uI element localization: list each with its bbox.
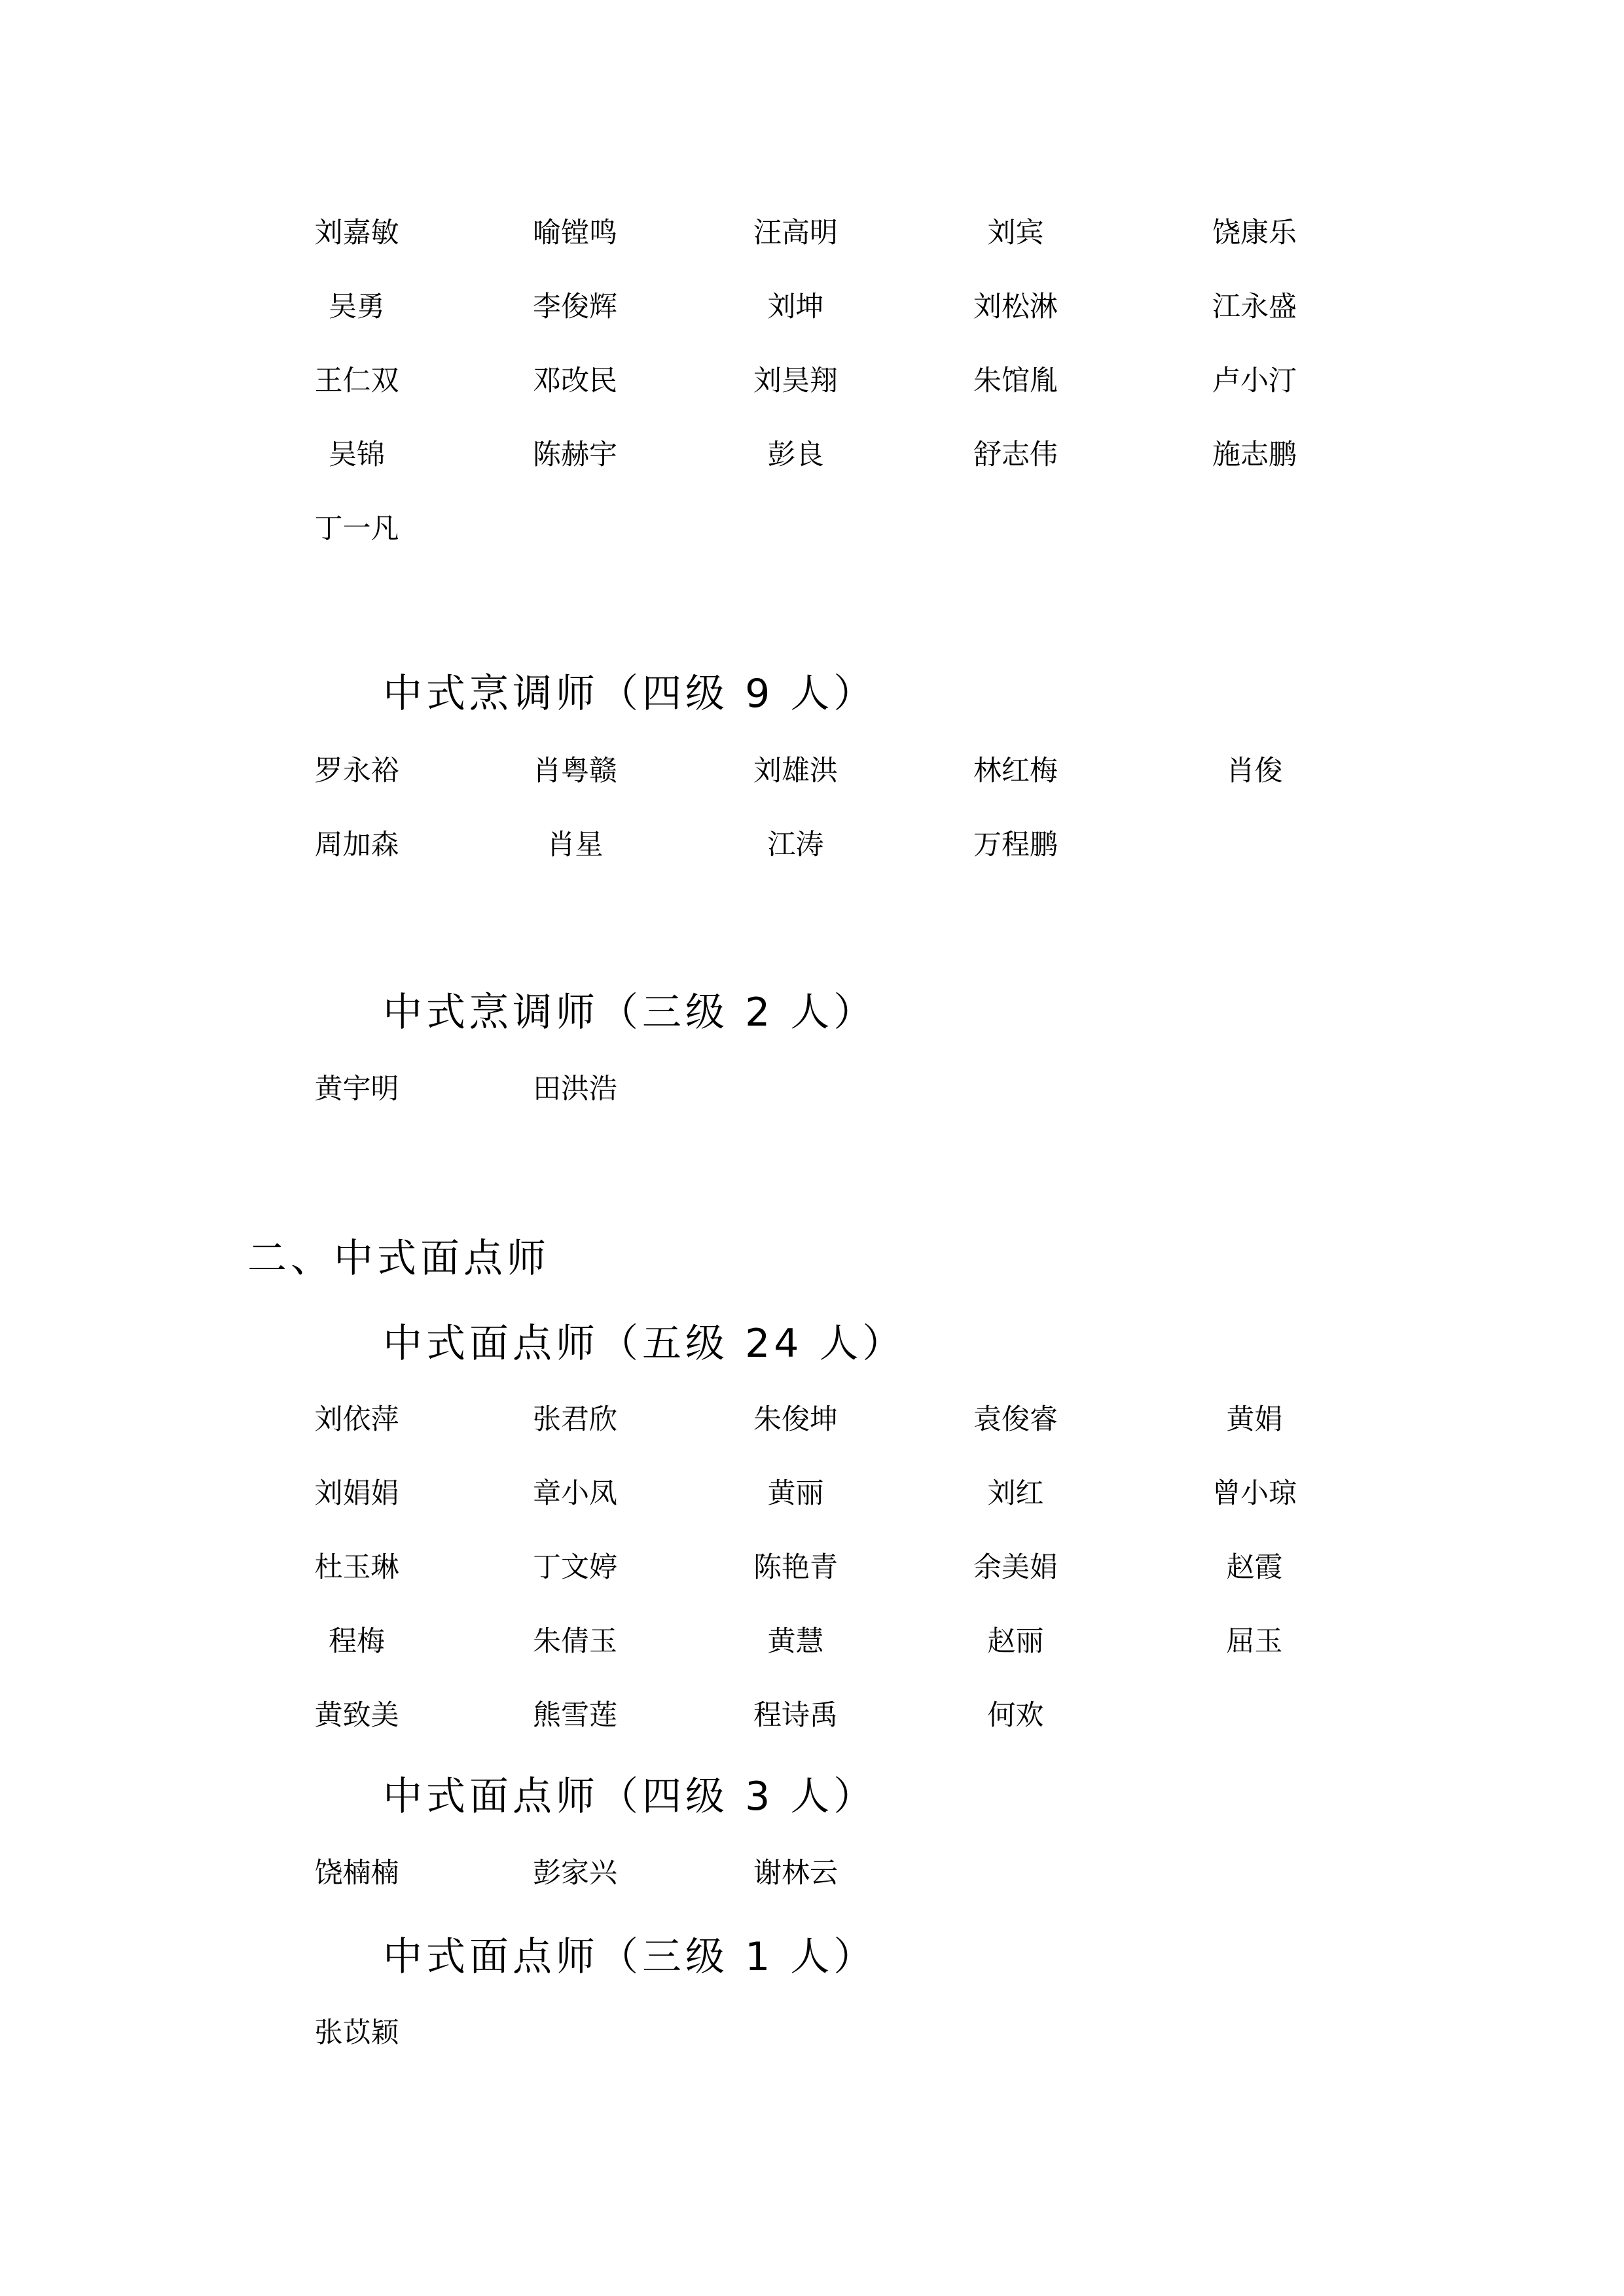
heading-pastry-level-4: 中式面点师（四级 3 人） — [383, 1774, 877, 1820]
name-item: 赵丽 — [987, 1625, 1044, 1658]
name-item: 肖星 — [547, 829, 604, 861]
name-item: 施志鹏 — [1212, 439, 1297, 471]
name-item: 赵霞 — [1226, 1551, 1283, 1584]
name-item: 朱俊坤 — [753, 1403, 838, 1436]
name-item: 陈赫宇 — [533, 439, 617, 471]
name-item: 程梅 — [329, 1625, 385, 1658]
name-item: 章小凤 — [533, 1477, 617, 1510]
name-item: 黄致美 — [314, 1699, 399, 1732]
name-item: 舒志伟 — [973, 439, 1058, 471]
name-item: 江永盛 — [1212, 291, 1297, 323]
name-item: 黄丽 — [767, 1477, 824, 1510]
name-item: 万程鹏 — [973, 829, 1058, 861]
name-item: 江涛 — [767, 829, 824, 861]
name-item: 曾小琼 — [1212, 1477, 1297, 1510]
heading-cook-level-3: 中式烹调师（三级 2 人） — [383, 990, 877, 1035]
name-item: 何欢 — [987, 1699, 1044, 1732]
name-item: 田洪浩 — [533, 1073, 617, 1105]
name-item: 林红梅 — [973, 755, 1058, 787]
name-item: 刘红 — [987, 1477, 1044, 1510]
name-item: 彭良 — [767, 439, 824, 471]
name-list-pastry-level-5 — [249, 1383, 1427, 1753]
name-item: 刘依萍 — [314, 1403, 399, 1436]
heading-pastry-level-5: 中式面点师（五级 24 人） — [383, 1321, 906, 1367]
name-item: 肖粤赣 — [533, 755, 617, 787]
name-item: 肖俊 — [1226, 755, 1283, 787]
name-item: 王仁双 — [314, 365, 399, 397]
name-item: 张君欣 — [533, 1403, 617, 1436]
name-item: 周加森 — [314, 829, 399, 861]
name-list-cook-level-3 — [249, 1052, 1427, 1126]
name-item: 罗永裕 — [314, 755, 399, 787]
name-list-pastry-level-4 — [249, 1837, 1427, 1910]
name-item: 彭家兴 — [533, 1857, 617, 1890]
name-item: 饶康乐 — [1212, 217, 1297, 249]
name-item: 刘宾 — [987, 217, 1044, 249]
name-item: 刘昊翔 — [753, 365, 838, 397]
name-item: 刘嘉敏 — [314, 217, 399, 249]
name-item: 黄娟 — [1226, 1403, 1283, 1436]
name-item: 谢林云 — [753, 1857, 838, 1890]
name-item: 刘娟娟 — [314, 1477, 399, 1510]
name-item: 邓改民 — [533, 365, 617, 397]
name-item: 朱倩玉 — [533, 1625, 617, 1658]
name-item: 卢小汀 — [1212, 365, 1297, 397]
name-item: 汪高明 — [753, 217, 838, 249]
name-item: 杜玉琳 — [314, 1551, 399, 1584]
name-item: 丁一凡 — [314, 512, 399, 545]
name-item: 饶楠楠 — [314, 1857, 399, 1890]
name-item: 吴勇 — [329, 291, 385, 323]
name-item: 吴锦 — [329, 439, 385, 471]
name-item: 黄慧 — [767, 1625, 824, 1658]
name-list-cook-level-4 — [249, 734, 1427, 882]
name-item: 张苡颖 — [314, 2017, 399, 2049]
name-item: 喻镗鸣 — [533, 217, 617, 249]
name-item: 刘雄洪 — [753, 755, 838, 787]
name-item: 丁文婷 — [533, 1551, 617, 1584]
name-item: 陈艳青 — [753, 1551, 838, 1584]
name-item: 熊雪莲 — [533, 1699, 617, 1732]
name-item: 刘坤 — [767, 291, 824, 323]
heading-cook-level-4: 中式烹调师（四级 9 人） — [383, 671, 877, 717]
name-item: 朱馆胤 — [973, 365, 1058, 397]
name-item: 程诗禹 — [753, 1699, 838, 1732]
heading-pastry-level-3: 中式面点师（三级 1 人） — [383, 1934, 877, 1980]
name-item: 李俊辉 — [533, 291, 617, 323]
name-item: 黄宇明 — [314, 1073, 399, 1105]
name-item: 袁俊睿 — [973, 1403, 1058, 1436]
name-item: 刘松淋 — [973, 291, 1058, 323]
name-list-pastry-level-3 — [249, 1996, 1427, 2070]
section-heading-pastry: 二、中式面点师 — [247, 1236, 550, 1282]
name-item: 余美娟 — [973, 1551, 1058, 1584]
name-list-group-1 — [249, 196, 1427, 566]
name-item: 屈玉 — [1226, 1625, 1283, 1658]
